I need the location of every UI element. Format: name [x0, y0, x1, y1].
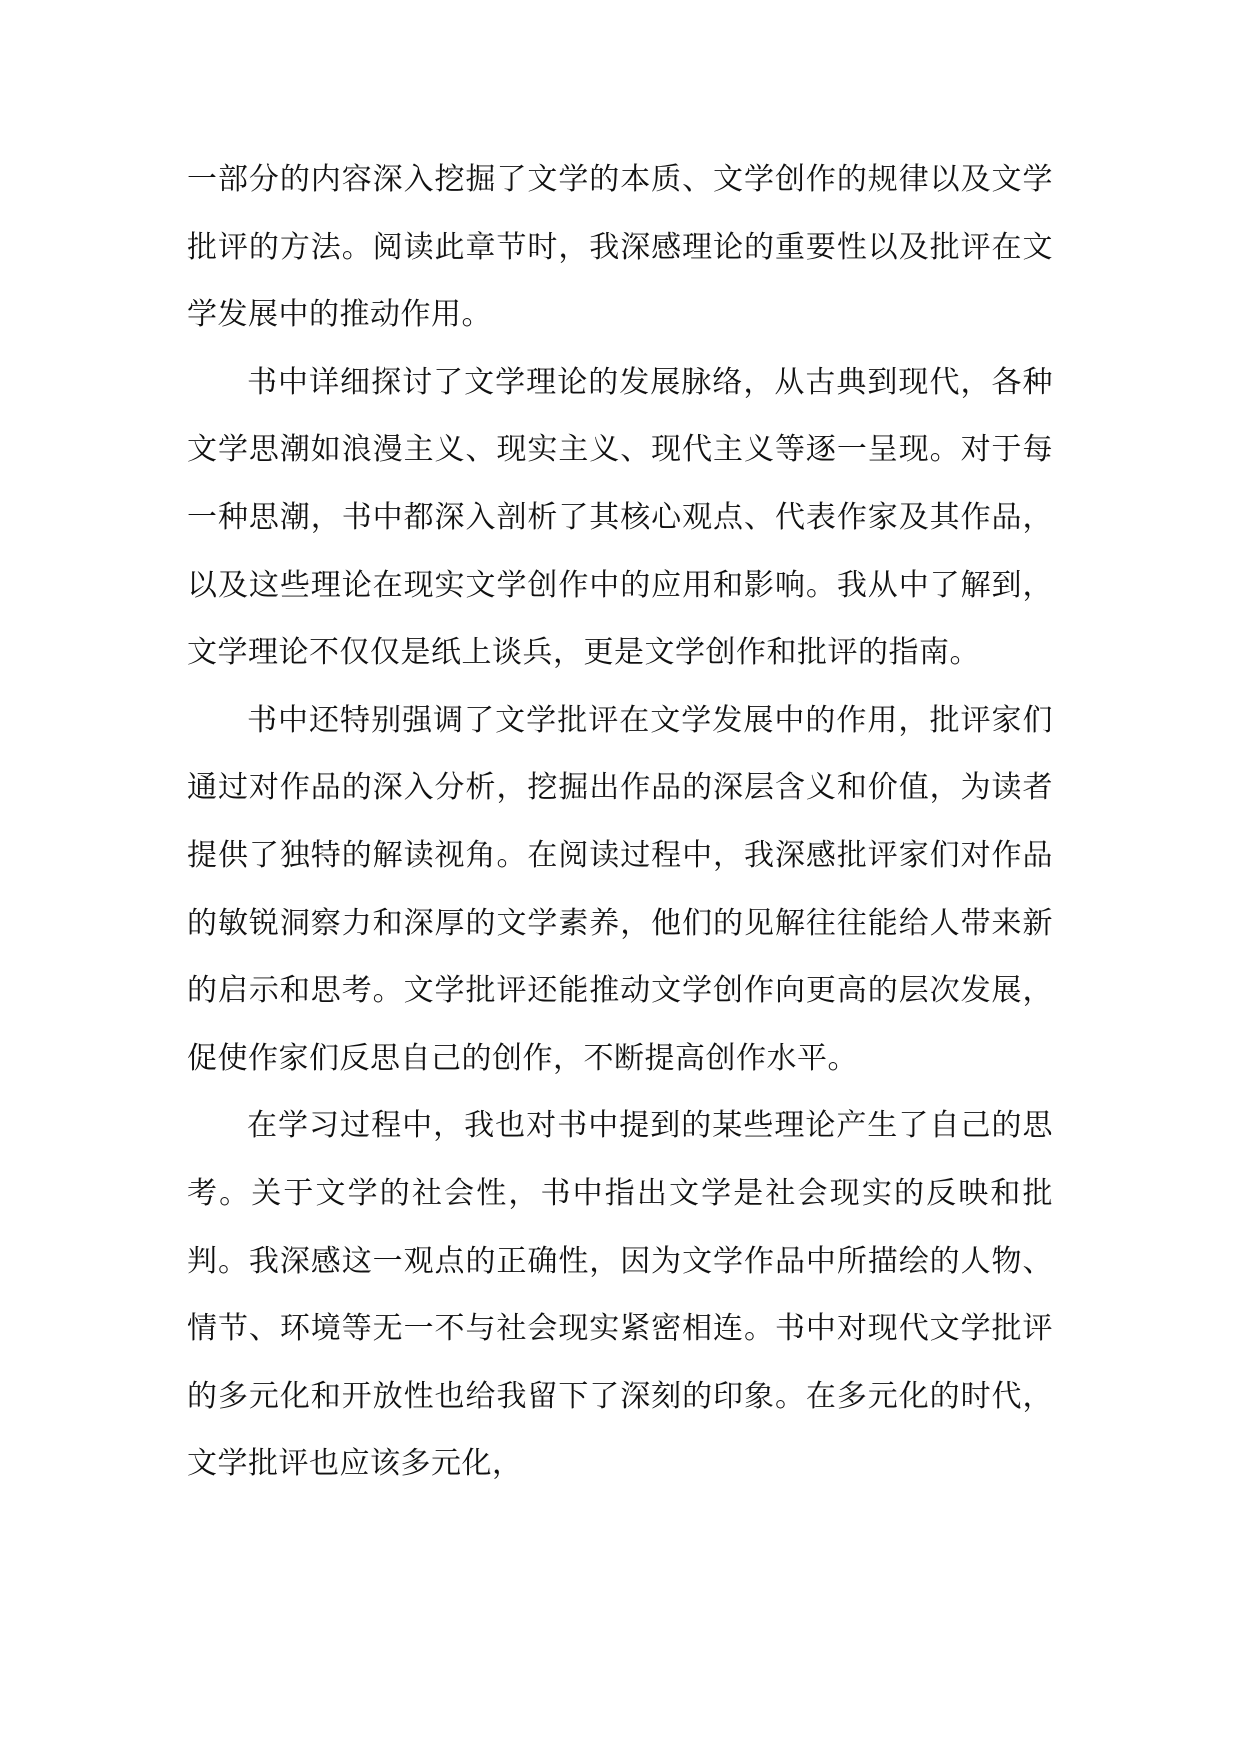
paragraph-4: 在学习过程中，我也对书中提到的某些理论产生了自己的思考。关于文学的社会性，书中指出文学是社会现实的反映和批判。我深感这一观点的正确性，因为文学作品中所描绘的人物、情节、环境等无一不与社会现实紧密相连。书中对现代文学批评的多元化和开放性也给我留下了深刻的印象。在多元化的时代，文学批评也应该多元化，: [187, 1108, 1053, 1482]
paragraph-1: 一部分的内容深入挖掘了文学的本质、文学创作的规律以及文学批评的方法。阅读此章节时，我深感理论的重要性以及批评在文学发展中的推动作用。: [187, 162, 1053, 333]
paragraph-2: 书中详细探讨了文学理论的发展脉络，从古典到现代，各种文学思潮如浪漫主义、现实主义、现代主义等逐一呈现。对于每一种思潮，书中都深入剖析了其核心观点、代表作家及其作品，以及这些理论在现实文学创作中的应用和影响。我从中了解到，文学理论不仅仅是纸上谈兵，更是文学创作和批评的指南。: [187, 364, 1053, 671]
document-body: [187, 146, 1053, 1498]
paragraph-3: 书中还特别强调了文学批评在文学发展中的作用，批评家们通过对作品的深入分析，挖掘出作品的深层含义和价值，为读者提供了独特的解读视角。在阅读过程中，我深感批评家们对作品的敏锐洞察力和深厚的文学素养，他们的见解往往能给人带来新的启示和思考。文学批评还能推动文学创作向更高的层次发展，促使作家们反思自己的创作，不断提高创作水平。: [187, 702, 1053, 1076]
